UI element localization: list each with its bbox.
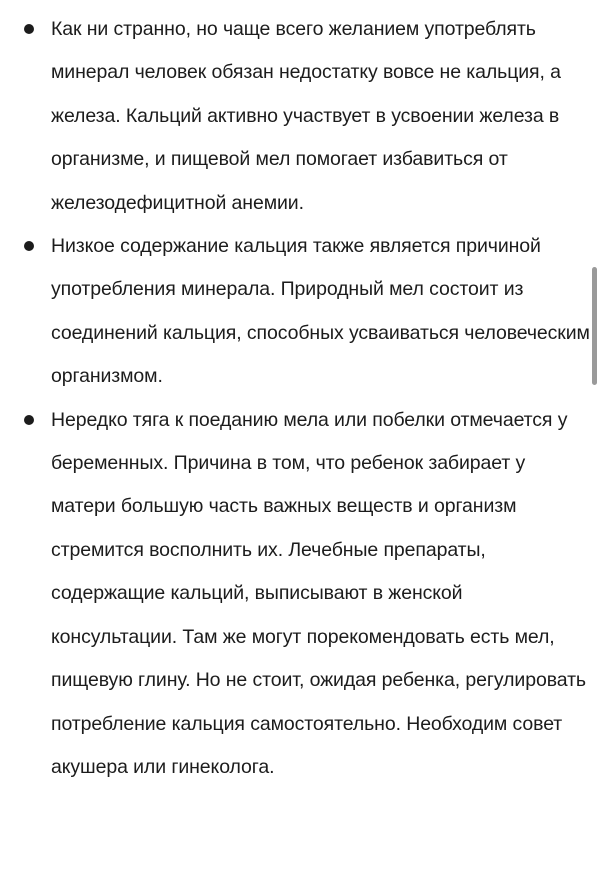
list-item-text: Как ни странно, но чаще всего желанием употреблять минерал человек обязан недостатку вовсе не кальция, а железа. Кальций активно участвует в усвоении железа в организме, и пищевой мел помогает избавиться от железодефицитной анемии.	[51, 18, 561, 214]
bullet-list	[0, 8, 600, 789]
list-item-text: Низкое содержание кальция также является причиной употребления минерала. Природный мел состоит из соединений кальция, способных усваиваться человеческим организмом.	[51, 235, 590, 388]
bullet-icon	[24, 24, 34, 34]
list-item	[0, 8, 600, 225]
bullet-icon	[24, 241, 34, 251]
scrollbar-thumb[interactable]	[592, 267, 597, 385]
article-content	[0, 8, 600, 789]
bullet-icon	[24, 415, 34, 425]
list-item	[0, 225, 600, 399]
list-item-text: Нередко тяга к поеданию мела или побелки отмечается у беременных. Причина в том, что ребенок забирает у матери большую часть важных веществ и организм стремится восполнить их. Лечебные препараты, содержащие кальций, выписывают в женской консультации. Там же могут порекомендовать есть мел, пищевую глину. Но не стоит, ожидая ребенка, регулировать потребление кальция самостоятельно. Необходим совет акушера или гинеколога.	[51, 408, 586, 778]
list-item	[0, 399, 600, 790]
